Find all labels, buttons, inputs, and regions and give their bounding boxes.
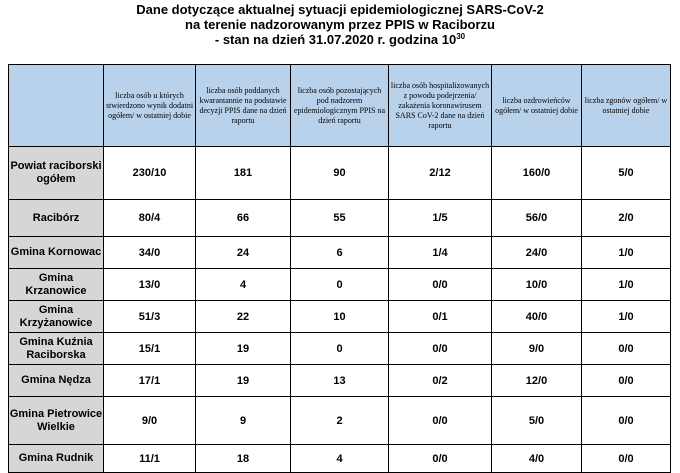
header-recovered: liczba ozdrowieńców ogółem/ w ostatniej dobie: [492, 65, 582, 147]
cell-recovered: 12/0: [492, 365, 582, 397]
cell-deaths: 2/0: [582, 200, 671, 237]
cell-supervision: 55: [291, 200, 389, 237]
row-label: Gmina Pietrowice Wielkie: [9, 397, 104, 445]
cell-supervision: 2: [291, 397, 389, 445]
cell-supervision: 0: [291, 333, 389, 365]
cell-positive-cases: 230/10: [104, 147, 196, 200]
header-row: [9, 65, 671, 147]
cell-supervision: 13: [291, 365, 389, 397]
cell-hospitalized: 0/0: [389, 333, 492, 365]
row-label: Powiat raciborski ogółem: [9, 147, 104, 200]
header-positive-cases: liczba osób u których stwierdzono wynik dodatni ogółem/ w ostatniej dobie: [104, 65, 196, 147]
cell-recovered: 10/0: [492, 269, 582, 301]
title-line-2: na terenie nadzorowanym przez PPIS w Raciborzu: [185, 17, 495, 32]
cell-hospitalized: 0/0: [389, 397, 492, 445]
cell-positive-cases: 15/1: [104, 333, 196, 365]
cell-recovered: 40/0: [492, 301, 582, 333]
header-quarantine: liczba osób poddanych kwarantannie na podstawie decyzji PPIS dane na dzień raportu: [196, 65, 291, 147]
cell-deaths: 0/0: [582, 397, 671, 445]
cell-hospitalized: 0/2: [389, 365, 492, 397]
row-label: Gmina Krzyżanowice: [9, 301, 104, 333]
cell-hospitalized: 1/5: [389, 200, 492, 237]
cell-recovered: 56/0: [492, 200, 582, 237]
cell-quarantine: 19: [196, 365, 291, 397]
header-corner-cell: [9, 65, 104, 147]
cell-quarantine: 181: [196, 147, 291, 200]
cell-supervision: 0: [291, 269, 389, 301]
cell-supervision: 90: [291, 147, 389, 200]
row-label: Gmina Rudnik: [9, 445, 104, 473]
cell-positive-cases: 9/0: [104, 397, 196, 445]
cell-quarantine: 24: [196, 237, 291, 269]
cell-positive-cases: 13/0: [104, 269, 196, 301]
table-row: [9, 301, 671, 333]
cell-quarantine: 22: [196, 301, 291, 333]
cell-quarantine: 18: [196, 445, 291, 473]
cell-quarantine: 4: [196, 269, 291, 301]
cell-deaths: 5/0: [582, 147, 671, 200]
title-line-1: Dane dotyczące aktualnej sytuacji epidemiologicznej SARS-CoV-2: [136, 2, 544, 17]
row-label: Gmina Kuźnia Raciborska: [9, 333, 104, 365]
cell-quarantine: 9: [196, 397, 291, 445]
table-row: [9, 237, 671, 269]
row-label: Racibórz: [9, 200, 104, 237]
row-label: Gmina Nędza: [9, 365, 104, 397]
cell-hospitalized: 1/4: [389, 237, 492, 269]
cell-positive-cases: 11/1: [104, 445, 196, 473]
header-hospitalized: liczba osób hospitalizowanych z powodu podejrzenia/ zakażenia koronawirusem SARS CoV-2 dane na dzień raportu: [389, 65, 492, 147]
title-line-3: [0, 32, 680, 47]
cell-supervision: 4: [291, 445, 389, 473]
cell-hospitalized: 0/1: [389, 301, 492, 333]
cell-positive-cases: 34/0: [104, 237, 196, 269]
title-time-minutes: 30: [456, 32, 466, 41]
cell-recovered: 160/0: [492, 147, 582, 200]
cell-quarantine: 66: [196, 200, 291, 237]
cell-positive-cases: 51/3: [104, 301, 196, 333]
cell-hospitalized: 2/12: [389, 147, 492, 200]
table-row: [9, 269, 671, 301]
table-row: [9, 445, 671, 473]
cell-deaths: 1/0: [582, 237, 671, 269]
table-row: [9, 200, 671, 237]
table-row: [9, 333, 671, 365]
cell-deaths: 0/0: [582, 445, 671, 473]
covid-statistics-table: [8, 64, 671, 473]
cell-positive-cases: 17/1: [104, 365, 196, 397]
row-label: Gmina Kornowac: [9, 237, 104, 269]
cell-hospitalized: 0/0: [389, 269, 492, 301]
cell-supervision: 6: [291, 237, 389, 269]
table-row: [9, 365, 671, 397]
cell-deaths: 0/0: [582, 333, 671, 365]
cell-recovered: 9/0: [492, 333, 582, 365]
cell-quarantine: 19: [196, 333, 291, 365]
title-line-3-text: - stan na dzień 31.07.2020 r. godzina 10: [214, 32, 457, 47]
cell-deaths: 1/0: [582, 269, 671, 301]
cell-hospitalized: 0/0: [389, 445, 492, 473]
row-label: Gmina Krzanowice: [9, 269, 104, 301]
cell-supervision: 10: [291, 301, 389, 333]
cell-positive-cases: 80/4: [104, 200, 196, 237]
cell-recovered: 5/0: [492, 397, 582, 445]
page-title: [0, 2, 680, 47]
cell-recovered: 4/0: [492, 445, 582, 473]
header-deaths: liczba zgonów ogółem/ w ostatniej dobie: [582, 65, 671, 147]
cell-recovered: 24/0: [492, 237, 582, 269]
table-row: [9, 397, 671, 445]
cell-deaths: 1/0: [582, 301, 671, 333]
cell-deaths: 0/0: [582, 365, 671, 397]
table-row: [9, 147, 671, 200]
header-supervision: liczba osób pozostających pod nadzorem epidemiologicznym PPIS na dzień raportu: [291, 65, 389, 147]
